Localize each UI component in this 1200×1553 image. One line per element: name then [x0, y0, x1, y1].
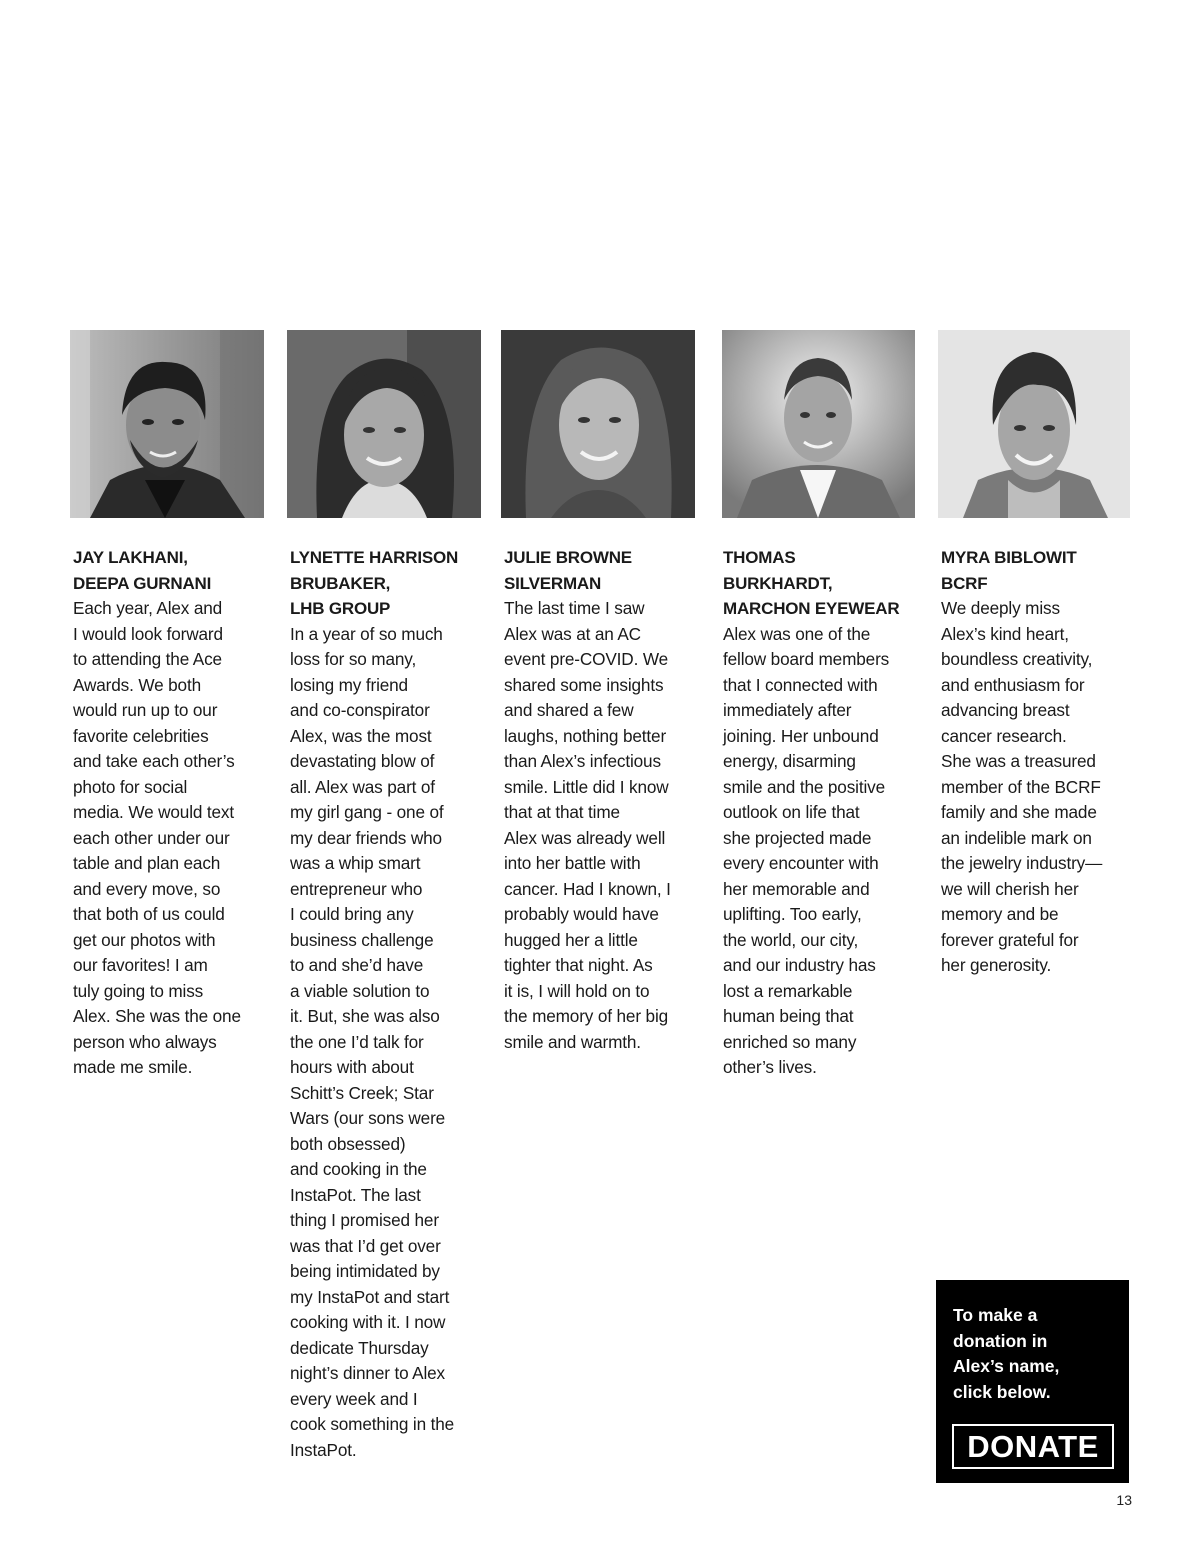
author-name-line: JULIE BROWNE	[504, 548, 632, 567]
author-name-line: BCRF	[941, 573, 988, 593]
tribute-quote: We deeply miss Alex’s kind heart, boundless creativity, and enthusiasm for advancing breast cancer research. She was a treasured member of the BCRF family and she made an indelible mark on the jewelry industry— we will cherish her memory and be forever grateful for her generosity.	[941, 598, 1103, 975]
tribute-author-names	[287, 545, 481, 622]
donate-instruction: To make a donation in Alex’s name, click below.	[953, 1305, 1060, 1402]
author-name-line: JAY LAKHANI,	[73, 548, 188, 567]
portrait-photo-julie-browne-silverman	[501, 330, 695, 518]
portrait-photo-lynette-harrison-brubaker	[287, 330, 481, 518]
author-name-line: SILVERMAN	[504, 573, 602, 593]
tribute-author-names	[70, 545, 264, 596]
tribute-julie-browne-silverman	[501, 330, 695, 1055]
tribute-jay-lakhani	[70, 330, 264, 1081]
author-name-line: BURKHARDT,	[723, 573, 833, 593]
tribute-author-names	[938, 545, 1132, 596]
tribute-quote: Each year, Alex and I would look forward to attending the Ace Awards. We both would run up to our favorite celebrities and take each other’s photo for social media. We would text each other under our table and plan each and every move, so that both of us could get our photos with our favorites! I am tuly going to miss Alex. She was the one person who always made me smile.	[73, 598, 241, 1077]
tribute-quote: Alex was one of the fellow board members that I connected with immediately after joining. Her unbound energy, disarming smile and the positive outlook on life that she projected made every encounter with her memorable and uplifting. Too early, the world, our city, and our industry has lost a remarkable human being that enriched so many other’s lives.	[723, 623, 890, 1077]
tribute-lynette-harrison-brubaker	[287, 330, 481, 1463]
tribute-author-names	[720, 545, 914, 622]
tribute-quote: In a year of so much loss for so many, losing my friend and co-conspirator Alex, was the most devastating blow of all. Alex was part of my girl gang - one of my dear friends who was a whip smart entrepreneur who I could bring any business challenge to and she’d have a viable solution to it. But, she was also the one I’d talk for hours with about Schitt’s Creek; Star Wars (our sons were both obsessed) and cooking in the InstaPot. The last thing I promised her was that I’d get over being intimidated by my InstaPot and start cooking with it. I now dedicate Thursday night’s dinner to Alex every week and I cook something in the InstaPot.	[290, 623, 455, 1460]
author-name-line: MYRA BIBLOWIT	[941, 548, 1077, 567]
tribute-author-names	[501, 545, 695, 596]
author-name-line: LHB GROUP	[290, 599, 391, 618]
portrait-photo-myra-biblowit	[938, 330, 1130, 518]
donate-callout	[936, 1280, 1129, 1483]
page-number: 13	[1116, 1492, 1132, 1508]
tribute-quote: The last time I saw Alex was at an AC event pre-COVID. We shared some insights and shared a few laughs, nothing better than Alex’s infectious smile. Little did I know that at that time Alex was already well into her battle with cancer. Had I known, I probably would have hugged her a little tighter that night. As it is, I will hold on to the memory of her big smile and warmth.	[504, 598, 671, 1052]
portrait-photo-jay-lakhani	[70, 330, 264, 518]
author-name-line: LYNETTE HARRISON	[290, 548, 459, 567]
tribute-myra-biblowit	[938, 330, 1132, 979]
donate-button[interactable]: DONATE	[952, 1424, 1114, 1469]
author-name-line: DEEPA GURNANI	[73, 573, 212, 593]
portrait-photo-thomas-burkhardt	[722, 330, 915, 518]
tribute-thomas-burkhardt	[720, 330, 914, 1081]
author-name-line: MARCHON EYEWEAR	[723, 599, 900, 618]
author-name-line: BRUBAKER,	[290, 573, 391, 593]
author-name-line: THOMAS	[723, 548, 796, 567]
